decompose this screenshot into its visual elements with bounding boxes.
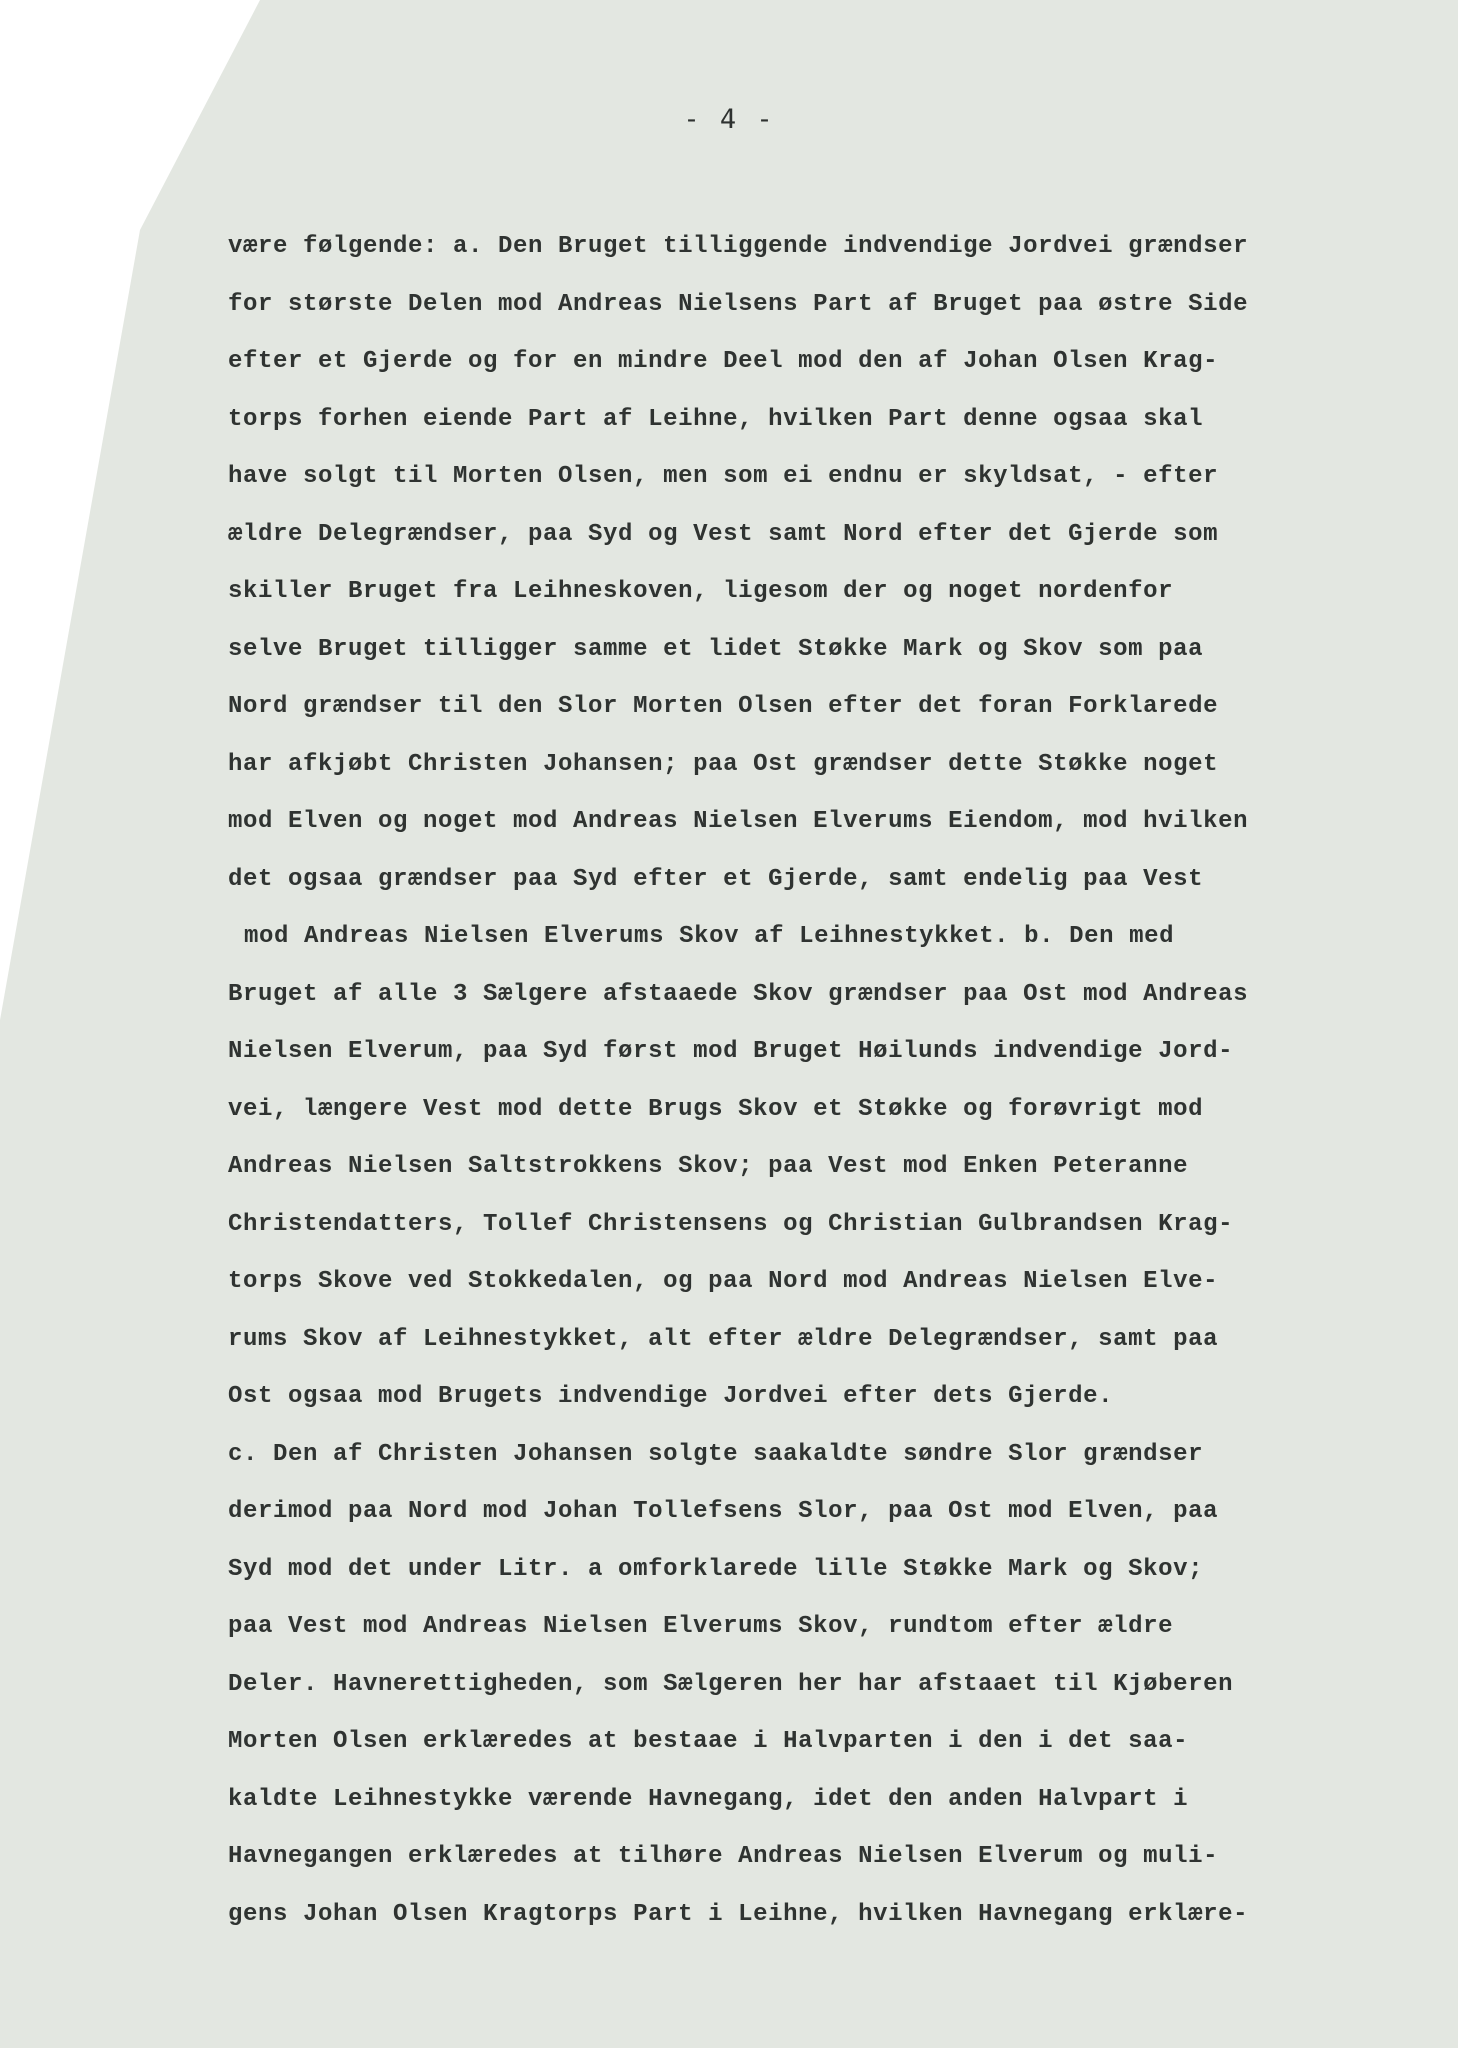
text-line: kaldte Leihnestykke værende Havnegang, idet den anden Halvpart i <box>228 1785 1189 1813</box>
text-line: rums Skov af Leihnestykket, alt efter ældre Delegrændser, samt paa <box>228 1325 1219 1353</box>
text-line: være følgende: a. Den Bruget tilliggende indvendige Jordvei grændser <box>228 233 1249 260</box>
text-line: har afkjøbt Christen Johansen; paa Ost grændser dette Støkke noget <box>228 750 1219 778</box>
text-line: det ogsaa grændser paa Syd efter et Gjerde, samt endelig paa Vest <box>228 865 1204 893</box>
text-line: efter et Gjerde og for en mindre Deel mod den af Johan Olsen Krag- <box>228 348 1219 375</box>
text-line: Morten Olsen erklæredes at bestaae i Halvparten i den i det saa- <box>228 1728 1189 1755</box>
text-line: Andreas Nielsen Saltstrokkens Skov; paa Vest mod Enken Peteranne <box>228 1153 1189 1180</box>
text-line: paa Vest mod Andreas Nielsen Elverums Skov, rundtom efter ældre <box>228 1613 1174 1640</box>
text-line: ældre Delegrændser, paa Syd og Vest samt Nord efter det Gjerde som <box>228 520 1219 548</box>
text-line: vei, længere Vest mod dette Brugs Skov et Støkke og forøvrigt mod <box>228 1095 1204 1123</box>
text-line: for største Delen mod Andreas Nielsens Part af Bruget paa østre Side <box>228 290 1249 318</box>
text-line: Bruget af alle 3 Sælgere afstaaede Skov grændser paa Ost mod Andreas <box>228 980 1249 1008</box>
document-body <box>228 218 1438 1943</box>
text-line: gens Johan Olsen Kragtorps Part i Leihne, hvilken Havnegang erklære- <box>228 1900 1249 1928</box>
text-line: Havnegangen erklæredes at tilhøre Andreas Nielsen Elverum og muli- <box>228 1843 1219 1870</box>
text-line: skiller Bruget fra Leihneskoven, ligesom der og noget nordenfor <box>228 578 1174 605</box>
text-line: Christendatters, Tollef Christensens og Christian Gulbrandsen Krag- <box>228 1210 1234 1238</box>
text-line: Deler. Havnerettigheden, som Sælgeren her har afstaaet til Kjøberen <box>228 1670 1234 1698</box>
text-line: Nielsen Elverum, paa Syd først mod Bruget Høilunds indvendige Jord- <box>228 1038 1234 1065</box>
text-line: mod Andreas Nielsen Elverums Skov af Leihnestykket. b. Den med <box>244 923 1175 950</box>
page-number: - 4 - <box>683 104 775 135</box>
text-line: torps Skove ved Stokkedalen, og paa Nord mod Andreas Nielsen Elve- <box>228 1268 1219 1295</box>
text-line: c. Den af Christen Johansen solgte saakaldte søndre Slor grændser <box>228 1440 1204 1468</box>
text-line: selve Bruget tilligger samme et lidet Støkke Mark og Skov som paa <box>228 635 1204 663</box>
text-line: Nord grændser til den Slor Morten Olsen efter det foran Forklarede <box>228 693 1219 720</box>
text-line: Syd mod det under Litr. a omforklarede lille Støkke Mark og Skov; <box>228 1555 1204 1583</box>
text-line: derimod paa Nord mod Johan Tollefsens Slor, paa Ost mod Elven, paa <box>228 1498 1219 1525</box>
text-line: Ost ogsaa mod Brugets indvendige Jordvei efter dets Gjerde. <box>228 1383 1114 1410</box>
text-line: mod Elven og noget mod Andreas Nielsen Elverums Eiendom, mod hvilken <box>228 808 1249 835</box>
text-line: torps forhen eiende Part af Leihne, hvilken Part denne ogsaa skal <box>228 405 1204 433</box>
text-line: have solgt til Morten Olsen, men som ei endnu er skyldsat, - efter <box>228 463 1219 490</box>
